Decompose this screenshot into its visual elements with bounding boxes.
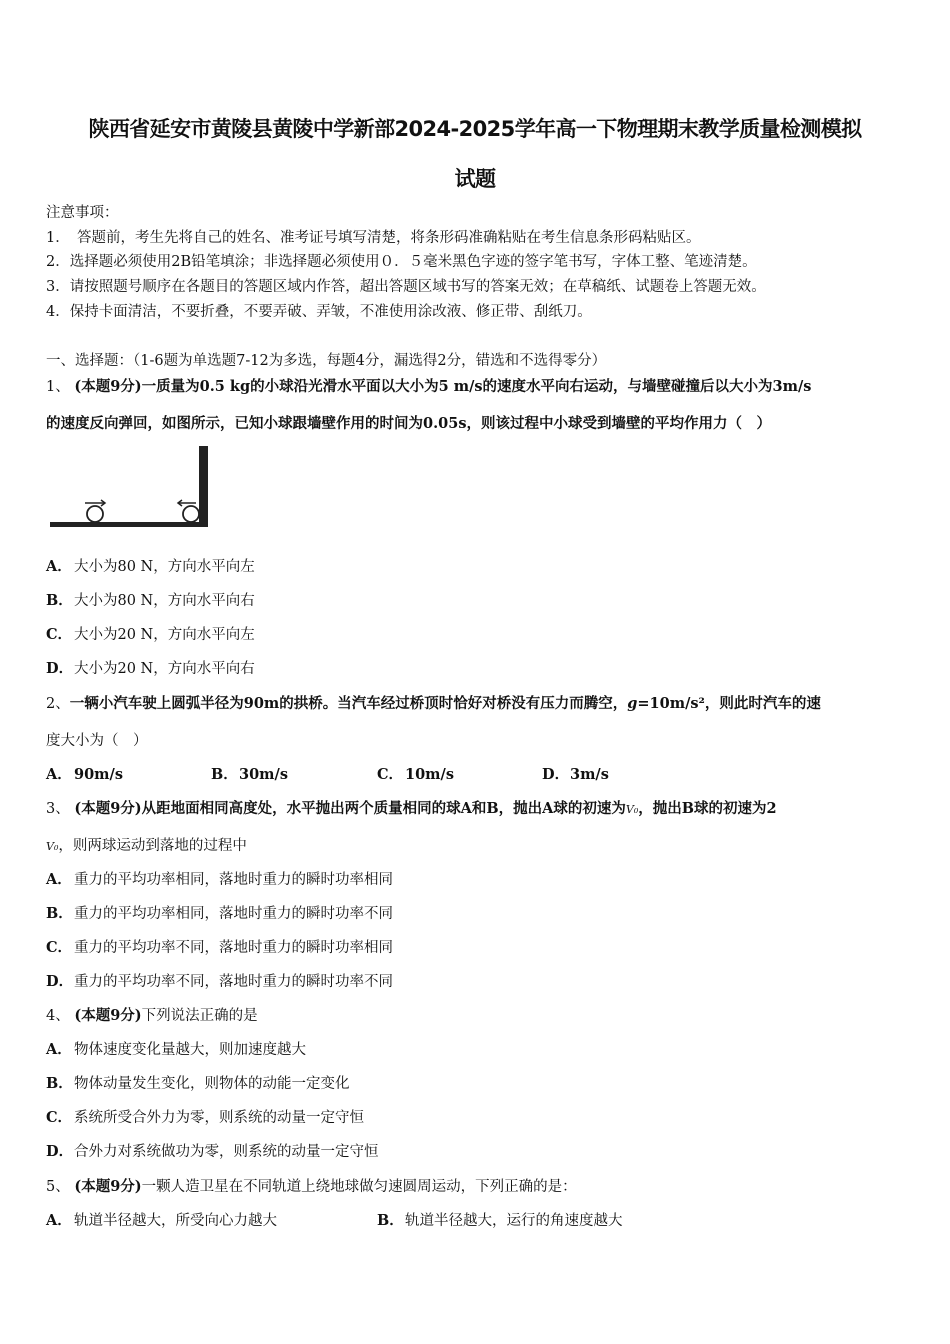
q1-option-a[interactable]: A． 大小为80 N，方向水平向左 — [46, 558, 255, 575]
question-score: (本题9分) — [74, 800, 142, 817]
q4-option-c[interactable]: C． 系统所受合外力为零，则系统的动量一定守恒 — [46, 1109, 364, 1126]
notice-item-2: 2．选择题必须使用2B铅笔填涂；非选择题必须使用０．５毫米黑色字迹的签字笔书写，字体工整、笔迹清楚。 — [46, 254, 757, 270]
q5-option-a[interactable]: A． 轨道半径越大，所受向心力越大 — [46, 1212, 277, 1229]
ball-left — [87, 506, 103, 522]
q3-option-c[interactable]: C． 重力的平均功率不同，落地时重力的瞬时功率相同 — [46, 939, 393, 956]
question-score: (本题9分) — [74, 1178, 142, 1195]
q3-option-a[interactable]: A． 重力的平均功率相同，落地时重力的瞬时功率相同 — [46, 871, 393, 888]
q5-options — [46, 1211, 746, 1231]
question-4: 4、 (本题9分)下列说法正确的是 — [46, 1007, 258, 1024]
q1-option-c[interactable]: C． 大小为20 N，方向水平向左 — [46, 626, 255, 643]
q4-option-a[interactable]: A． 物体速度变化量越大，则加速度越大 — [46, 1041, 306, 1058]
q5-option-b[interactable]: B．轨道半径越大，运行的角速度越大 — [377, 1212, 623, 1229]
q2-option-b[interactable]: B．30m/s — [211, 766, 288, 783]
exam-title-line2: 试题 — [454, 167, 496, 191]
q2-option-a[interactable]: A． 90m/s — [46, 766, 123, 783]
notice-item-3: 3．请按照题号顺序在各题目的答题区域内作答，超出答题区域书写的答案无效；在草稿纸、试题卷上答题无效。 — [46, 279, 766, 295]
wall — [199, 446, 208, 525]
question-2-line1: 2、一辆小汽车驶上圆弧半径为90m的拱桥。当汽车经过桥顶时恰好对桥没有压力而腾空，g=10m/s²，则此时汽车的速 — [46, 695, 821, 712]
v0-symbol: V₀ — [46, 840, 59, 853]
q4-option-d[interactable]: D．合外力对系统做功为零，则系统的动量一定守恒 — [46, 1143, 379, 1160]
wall-ball-diagram — [48, 443, 213, 533]
question-number: 2、 — [46, 696, 70, 712]
notice-heading: 注意事项： — [46, 205, 119, 221]
question-1-line1 — [46, 377, 811, 397]
question-number: 1、 — [46, 379, 70, 395]
question-text: 一质量为0.5 kg的小球沿光滑水平面以大小为5 m/s的速度水平向右运动，与墙壁碰撞后以大小为3m/s — [141, 378, 812, 395]
q1-option-b[interactable]: B．大小为80 N，方向水平向右 — [46, 592, 255, 609]
question-number: 4、 — [46, 1008, 70, 1024]
v0-symbol: V₀ — [625, 803, 639, 816]
ball-right — [183, 506, 199, 522]
notice-item-4: 4．保持卡面清洁，不要折叠，不要弄破、弄皱，不准使用涂改液、修正带、刮纸刀。 — [46, 304, 592, 320]
floor — [50, 522, 208, 527]
notice-item-1: 1． 答题前，考生先将自己的姓名、准考证号填写清楚，将条形码准确粘贴在考生信息条形码粘贴区。 — [46, 230, 701, 246]
question-2-line2: 度大小为（ ） — [46, 733, 148, 749]
section-heading: 一、选择题：（1-6题为单选题7-12为多选，每题4分，漏选得2分，错选和不选得零分） — [46, 353, 607, 369]
q2-options — [46, 765, 666, 785]
exam-title-line1: 陕西省延安市黄陵县黄陵中学新部2024-2025学年高一下物理期末教学质量检测模拟 — [88, 117, 862, 141]
question-number: 3、 — [46, 801, 70, 817]
q4-option-b[interactable]: B．物体动量发生变化，则物体的动能一定变化 — [46, 1075, 350, 1092]
question-3-line2: V₀，则两球运动到落地的过程中 — [46, 838, 247, 854]
question-5: 5、 (本题9分)一颗人造卫星在不同轨道上绕地球做匀速圆周运动，下列正确的是： — [46, 1178, 577, 1195]
question-score: (本题9分) — [74, 1007, 142, 1024]
q1-option-d[interactable]: D．大小为20 N，方向水平向右 — [46, 660, 255, 677]
q3-option-b[interactable]: B．重力的平均功率相同，落地时重力的瞬时功率不同 — [46, 905, 393, 922]
q2-option-d[interactable]: D．3m/s — [542, 766, 609, 783]
q3-option-d[interactable]: D．重力的平均功率不同，落地时重力的瞬时功率不同 — [46, 973, 393, 990]
q2-option-c[interactable]: C． 10m/s — [377, 766, 454, 783]
question-3-line1: 3、 (本题9分)从距地面相同高度处，水平抛出两个质量相同的球A和B，抛出A球的初速为V₀，抛出B球的初速为2 — [46, 800, 777, 817]
question-number: 5、 — [46, 1179, 70, 1195]
question-1-line2: 的速度反向弹回，如图所示，已知小球跟墙壁作用的时间为0.05s，则该过程中小球受到墙壁的平均作用力（ ） — [46, 415, 771, 432]
question-score: (本题9分) — [74, 378, 142, 395]
